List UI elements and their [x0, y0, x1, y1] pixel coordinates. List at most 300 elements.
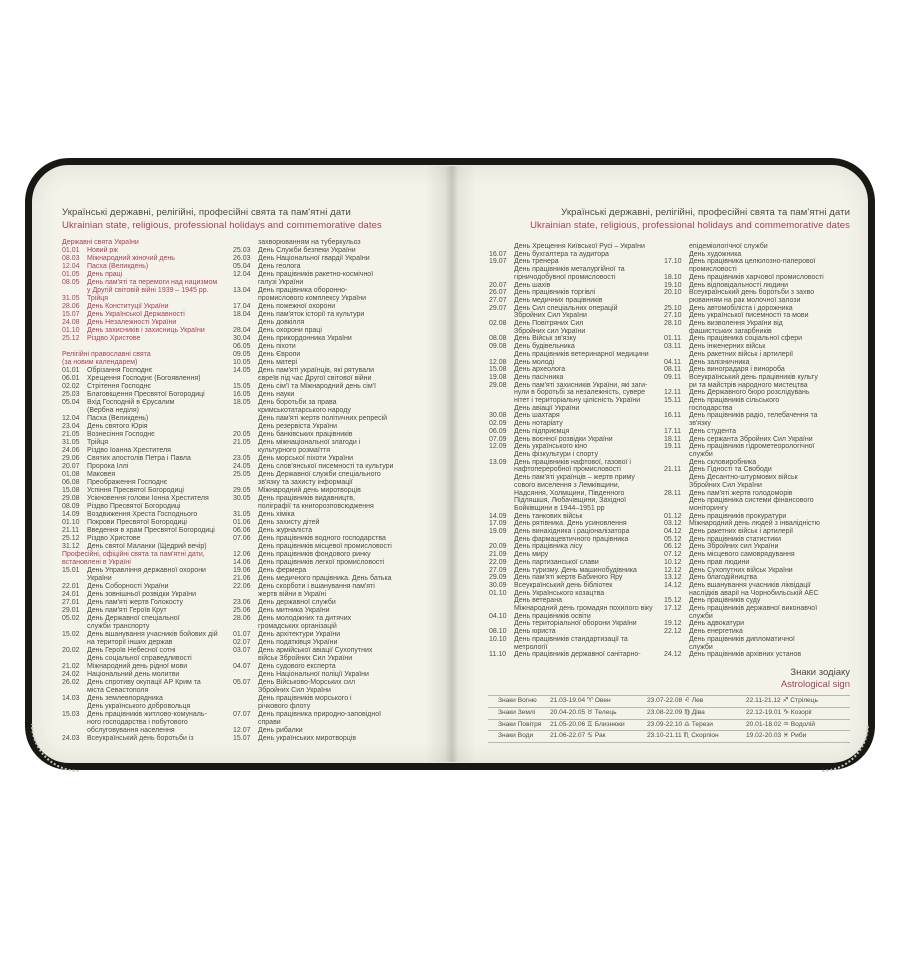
- holiday-text: День працівників суду: [689, 597, 761, 605]
- holiday-entry: [62, 271, 234, 279]
- zodiac-element-label: Знаки Повітря: [498, 720, 542, 728]
- holiday-entry: [233, 559, 447, 567]
- holiday-entry: [233, 247, 447, 255]
- holiday-text: День миру: [514, 551, 549, 559]
- holiday-text: День Української Державності: [87, 311, 185, 318]
- holiday-entry: [62, 335, 234, 343]
- holiday-entry: [233, 263, 447, 271]
- holiday-date: 20.05: [233, 431, 251, 438]
- holiday-text: День працівників торгівлі: [514, 289, 596, 297]
- holiday-date: 18.11: [664, 435, 681, 443]
- holiday-date: 06.05: [233, 343, 251, 350]
- holiday-text: День адвокатури: [689, 620, 745, 628]
- holiday-entry: [489, 305, 665, 320]
- holiday-date: 04.07: [233, 663, 251, 670]
- holiday-date: 05.07: [233, 679, 251, 686]
- holiday-entry: [489, 459, 665, 513]
- holiday-entry: [233, 679, 447, 711]
- holiday-date: 19.12: [664, 620, 682, 628]
- holiday-date: 19.06: [233, 567, 251, 574]
- holiday-entry: [664, 443, 852, 466]
- holiday-text: День вшанування учасників ліквідації наслідків аварії на Чорнобильській АЕС: [689, 581, 819, 597]
- holiday-entry: [62, 591, 234, 599]
- holiday-entry: [664, 428, 852, 436]
- holiday-date: 08.08: [489, 335, 507, 343]
- zodiac-sign-cell: 21.06-22.07 ♋ Рак: [550, 732, 606, 740]
- holiday-text: Новий рік: [87, 247, 118, 254]
- holiday-entry: [62, 615, 234, 631]
- holiday-text: День Соборності України: [87, 583, 169, 590]
- holiday-entry: [233, 567, 447, 575]
- holiday-text: День бухгалтера та аудитора: [514, 250, 609, 258]
- holiday-text: День науки: [258, 391, 295, 398]
- holiday-entry: [233, 391, 447, 399]
- holiday-text: День шахтаря: [514, 412, 560, 420]
- holiday-entry: [62, 647, 234, 663]
- holiday-entry: [489, 651, 665, 659]
- right-title-english: Ukrainian state, religious, professional holidays and commemorative dates: [530, 220, 850, 231]
- holiday-entry: [489, 574, 665, 582]
- holiday-text: День залізничника: [689, 358, 750, 366]
- holiday-text: Міжнародний жіночий день: [87, 255, 175, 262]
- holiday-date: 30.08: [489, 412, 507, 420]
- holiday-text: День тренера День працівників металургійної та гірничодобувної промисловості: [514, 258, 625, 281]
- holiday-text: Покрови Пресвятої Богородиці: [87, 519, 187, 526]
- holiday-date: 28.06: [62, 303, 80, 310]
- holiday-entry: [664, 289, 852, 304]
- holiday-date: 16.11: [664, 412, 681, 420]
- holiday-entry: [489, 590, 665, 613]
- holiday-date: 01.11: [664, 335, 681, 343]
- holiday-date: 15.01: [62, 567, 80, 574]
- holiday-entry: [233, 359, 447, 367]
- holiday-date: 12.04: [233, 271, 251, 278]
- holiday-date: 24.03: [62, 735, 80, 742]
- holiday-entry: [664, 366, 852, 374]
- holiday-entry: [62, 391, 234, 399]
- holiday-text: День геолога: [258, 263, 301, 270]
- holiday-entry: [62, 455, 234, 463]
- zodiac-element-label: Знаки Землі: [498, 708, 536, 716]
- holiday-text: Пасха (Великдень): [87, 415, 149, 422]
- holiday-date: 25.05: [233, 471, 251, 478]
- holiday-text: День судового експерта День Національної поліції України: [258, 663, 369, 678]
- holiday-date: 19.10: [664, 281, 682, 289]
- holiday-date: 21.09: [489, 551, 507, 559]
- holiday-entry: [233, 631, 447, 639]
- holiday-date: 22.06: [233, 583, 251, 590]
- holiday-entry: [233, 551, 447, 559]
- holiday-entry: [233, 583, 447, 599]
- holiday-text: День автомобіліста і дорожника: [689, 304, 793, 312]
- holiday-entry: [664, 605, 852, 620]
- holiday-text: День винахідника і раціоналізатора День фармацевтичного працівника: [514, 528, 630, 543]
- holiday-date: 01.08: [62, 471, 80, 478]
- holiday-date: 29.08: [62, 495, 80, 502]
- holiday-entry: [233, 255, 447, 263]
- holiday-text: Всеукраїнський день боротьби із: [87, 735, 194, 742]
- holiday-text: епідеміологічної служби День художника: [689, 243, 768, 258]
- holiday-date: 26.02: [62, 679, 80, 686]
- holiday-text: Трійця: [87, 295, 109, 302]
- holiday-entry: [489, 251, 665, 259]
- holiday-date: 19.09: [489, 528, 507, 536]
- holiday-text: День Повітряних Сил Збройних сил України: [514, 320, 586, 335]
- holiday-entry: [664, 628, 852, 651]
- holiday-text: День пам'яті жертв голодоморів День працівника системи фінансового моніторингу: [689, 489, 814, 512]
- holiday-date: 19.11: [664, 443, 681, 451]
- holiday-date: 21.06: [233, 575, 251, 582]
- holiday-date: 19.08: [489, 373, 507, 381]
- holiday-date: 12.04: [62, 415, 80, 422]
- holiday-text: День Сил спеціальних операцій Збройних Сил України: [514, 304, 618, 320]
- zodiac-row: [488, 695, 850, 707]
- holiday-date: 21.02: [62, 663, 80, 670]
- holiday-text: День медичних працівників: [514, 296, 603, 304]
- holiday-date: 21.05: [233, 439, 251, 446]
- holiday-text: День працівників стандартизації та метрології: [514, 635, 628, 651]
- holiday-text: День працівника лісу: [514, 543, 583, 551]
- holiday-entry: [489, 528, 665, 543]
- right-page-column-2: [664, 243, 852, 659]
- holiday-text: День українських миротворців: [258, 735, 357, 742]
- holiday-entry: [62, 399, 234, 415]
- holiday-entry: [62, 671, 234, 679]
- holiday-entry: [664, 312, 852, 320]
- holiday-text: День працівників ракетно-космічної галузі України: [258, 271, 374, 286]
- holiday-text: День святого Юрія: [87, 423, 148, 430]
- holiday-text: День рибалки: [258, 727, 303, 734]
- holiday-date: 30.04: [233, 335, 251, 342]
- holiday-text: День працівників фондового ринку: [258, 551, 371, 558]
- holiday-text: День працівників державної санітарно-: [514, 651, 641, 659]
- holiday-entry: [62, 495, 234, 503]
- holiday-date: 03.12: [664, 520, 682, 528]
- holiday-entry: [664, 258, 852, 273]
- holiday-date: 21.11: [62, 527, 79, 534]
- holiday-text: День Служби безпеки України: [258, 247, 356, 254]
- zodiac-sign-cell: 19.02-20.03 ♓ Риби: [746, 732, 807, 740]
- holiday-date: 08.11: [664, 366, 681, 374]
- holiday-text: День сім'ї та Міжнародний день сім'ї: [258, 383, 376, 390]
- holiday-text: Національний день молитви: [87, 671, 180, 678]
- holiday-date: 14.06: [233, 559, 251, 566]
- holiday-entry: [489, 628, 665, 636]
- holiday-date: 29.08: [489, 381, 507, 389]
- holiday-entry: [664, 274, 852, 282]
- holiday-entry: [664, 243, 852, 258]
- holiday-date: 17.11: [664, 427, 681, 435]
- holiday-date: 14.05: [233, 367, 251, 374]
- holiday-text: День студента: [689, 427, 737, 435]
- left-page-column-2: [233, 239, 447, 743]
- holiday-entry: [62, 447, 234, 455]
- holiday-date: 20.10: [664, 289, 682, 297]
- holiday-entry: [233, 495, 447, 511]
- holiday-text: День пам'яті жертв Бабиного Яру: [514, 574, 623, 582]
- holiday-date: 01.01: [62, 367, 80, 374]
- holiday-entry: [62, 631, 234, 647]
- holiday-date: 06.06: [233, 527, 251, 534]
- holiday-entry: [233, 607, 447, 615]
- holiday-text: День воєнної розвідки України: [514, 435, 613, 443]
- holiday-entry: [489, 613, 665, 628]
- holiday-text: День пам'яті Героїв Крут: [87, 607, 167, 614]
- holiday-entry: [62, 735, 234, 743]
- holiday-text: День нотаріату: [514, 420, 563, 428]
- holiday-entry: [664, 389, 852, 397]
- holiday-date: 16.07: [489, 250, 507, 258]
- holiday-entry: [62, 383, 234, 391]
- holiday-text: День землевпорядника День українського добровольця: [87, 695, 191, 710]
- holiday-entry: [489, 551, 665, 559]
- holiday-date: 25.12: [62, 535, 80, 542]
- holiday-text: Всеукраїнський день боротьби з захво рюванням на рак молочної залози: [689, 289, 815, 304]
- holiday-entry: [233, 455, 447, 463]
- holiday-date: 29.01: [62, 607, 80, 614]
- holiday-text: День Державної спеціальної служби транспорту: [87, 615, 180, 630]
- holiday-text: День працівників сільського господарства: [689, 397, 780, 412]
- holiday-date: 02.02: [62, 383, 80, 390]
- holiday-text: Стрітення Господнє: [87, 383, 151, 390]
- holiday-text: День матері: [258, 359, 298, 366]
- holiday-entry: [664, 335, 852, 343]
- holiday-text: Міжнародний день людей з інвалідністю: [689, 520, 820, 528]
- holiday-date: 07.12: [664, 551, 682, 559]
- holiday-date: 27.07: [489, 296, 507, 304]
- holiday-date: 15.08: [62, 487, 80, 494]
- holiday-entry: [233, 439, 447, 455]
- zodiac-row: [488, 719, 850, 731]
- holiday-text: День Національної гвардії України: [258, 255, 370, 262]
- holiday-text: День Сухопутних військ України: [689, 566, 793, 574]
- holiday-entry: [62, 303, 234, 311]
- holiday-date: 07.09: [489, 435, 507, 443]
- holiday-entry: [233, 399, 447, 431]
- holiday-text: День Державної служби спеціального зв'язку та захисту інформації: [258, 471, 381, 486]
- holiday-text: День спротиву окупації АР Крим та міста Севастополя: [87, 679, 201, 694]
- holiday-date: 25.12: [62, 335, 80, 342]
- holiday-date: 22.12: [664, 628, 682, 636]
- zodiac-sign-cell: 20.01-18.02 ♒ Водолій: [746, 720, 816, 728]
- holiday-entry: [233, 463, 447, 471]
- holiday-entry: [62, 367, 234, 375]
- holiday-entry: [233, 511, 447, 519]
- holiday-date: 14.09: [62, 511, 80, 518]
- holiday-entry: [664, 343, 852, 358]
- holiday-date: 15.11: [664, 397, 681, 405]
- holiday-text: День працівників нафтової, газової і нафтопереробної промисловості День пам'яті українців – жертв приму сового виселення з Лемківщини, Надсяння, Холмщини, Південного Підляшшя, Любачівщини, Західної Бойківщини в 1944–1951 рр: [514, 458, 635, 512]
- holiday-entry: [62, 471, 234, 479]
- left-title-ukrainian: Українські державні, релігійні, професійні свята та пам'ятні дати: [62, 207, 351, 218]
- holiday-entry: [233, 575, 447, 583]
- holiday-text: Різдво Христове: [87, 535, 141, 542]
- holiday-date: 05.04: [62, 399, 80, 406]
- holiday-entry: [489, 420, 665, 428]
- holiday-text: Різдво Христове: [87, 335, 141, 342]
- holiday-text: Преображення Господнє: [87, 479, 168, 486]
- holiday-date: 03.07: [233, 647, 251, 654]
- right-page-column-1: [489, 243, 665, 659]
- zodiac-table: [488, 695, 850, 743]
- holiday-entry: [489, 582, 665, 590]
- holiday-text: День Хрещення Київської Русі – України: [514, 243, 645, 250]
- holiday-text: День Військово-Морських сил Збройних Сил України День працівників морського і річкового флоту: [258, 679, 356, 710]
- holiday-date: 01.10: [62, 327, 80, 334]
- holiday-entry: [664, 582, 852, 597]
- holiday-text: День української писемності та мови: [689, 312, 809, 320]
- holiday-date: 08.03: [62, 255, 80, 262]
- zodiac-section: [488, 667, 850, 743]
- holiday-entry: [62, 599, 234, 607]
- holiday-text: День Героїв Небесної сотні День соціальної справедливості: [87, 647, 192, 662]
- holiday-text: Пасха (Великдень): [87, 263, 149, 270]
- holiday-text: День боротьби за права кримськотатарського народу День пам'яті жертв політичних репресій День резервіста України: [258, 399, 388, 430]
- holiday-text: День працівників державної виконавчої служби: [689, 605, 818, 620]
- holiday-text: Пророка Іллі: [87, 463, 129, 470]
- holiday-entry: [233, 647, 447, 663]
- holiday-entry: [489, 335, 665, 343]
- holiday-date: 29.09: [489, 574, 507, 582]
- holiday-text: День інженерних військ День ракетних військ і артилерії: [689, 343, 794, 358]
- holiday-entry: [664, 574, 852, 582]
- holiday-text: День працівників видавництв, поліграфії та книгорозповсюдження: [258, 495, 374, 510]
- holiday-entry: [62, 535, 234, 543]
- zodiac-sign-cell: 21.05-20.06 ♊ Близнюки: [550, 720, 625, 728]
- holiday-entry: [62, 327, 234, 335]
- holiday-entry: [664, 412, 852, 427]
- holiday-date: 28.06: [233, 615, 251, 622]
- holiday-entry: [62, 439, 234, 447]
- holiday-text: День працівників статистики: [689, 535, 782, 543]
- holiday-date: 26.07: [489, 289, 507, 297]
- holiday-text: День працівника природно-заповідної справи: [258, 711, 382, 726]
- holiday-date: 08.05: [62, 279, 80, 286]
- holiday-text: Успіння Пресвятої Богородиці: [87, 487, 184, 494]
- holiday-text: День Гідності та Свободи День Десантно-штурмових військ Збройних Сил України: [689, 466, 798, 489]
- holiday-text: День танкових військ: [514, 512, 583, 520]
- holiday-text: Маковея: [87, 471, 116, 478]
- holiday-text: Всеукраїнський день бібліотек: [514, 581, 613, 589]
- holiday-entry: [233, 599, 447, 607]
- holiday-date: 01.05: [62, 271, 80, 278]
- holiday-text: День святої Маланки (Щедрий вечір): [87, 543, 207, 550]
- holiday-entry: [489, 297, 665, 305]
- holiday-text: День працівників освіти День територіальної оборони України: [514, 612, 637, 628]
- holiday-text: День місцевого самоврядування: [689, 551, 795, 559]
- holiday-entry: [62, 247, 234, 255]
- holiday-text: День визволення України від фашистських загарбників: [689, 320, 783, 335]
- holiday-date: 13.12: [664, 574, 682, 582]
- holiday-entry: [489, 636, 665, 651]
- holiday-date: 22.01: [62, 583, 80, 590]
- holiday-date: 29.06: [62, 455, 80, 462]
- holiday-entry: [62, 423, 234, 431]
- holiday-text: День партизанської слави: [514, 558, 599, 566]
- holiday-date: 05.04: [233, 263, 251, 270]
- holiday-text: Різдво Пресвятої Богородиці: [87, 503, 181, 510]
- holiday-entry: [233, 519, 447, 527]
- holiday-text: Хрещення Господнє (Богоявлення): [87, 375, 201, 382]
- holiday-text: День пам'яті захисників України, які заги- нули в боротьбі за незалежність, сувере нітет і територіальну цілісність України День авіації України: [514, 381, 648, 412]
- holiday-date: 13.09: [489, 458, 507, 466]
- holiday-date: 31.05: [62, 295, 80, 302]
- section-header: Державні свята України: [62, 239, 139, 246]
- holiday-date: 25.10: [664, 304, 682, 312]
- holiday-date: 28.11: [664, 489, 681, 497]
- holiday-text: День армійської авіації Сухопутних військ Збройних Сил України: [258, 647, 373, 662]
- holiday-entry: [664, 520, 852, 528]
- holiday-date: 30.05: [233, 495, 251, 502]
- holiday-date: 05.12: [664, 535, 682, 543]
- holiday-date: 24.08: [62, 319, 80, 326]
- holiday-date: 06.12: [664, 543, 682, 551]
- holiday-date: 09.08: [489, 343, 507, 351]
- holiday-text: День прикордонника України: [258, 335, 352, 342]
- holiday-date: 14.09: [489, 512, 507, 520]
- holiday-date: 24.01: [62, 591, 80, 598]
- holiday-text: День скорботи і вшанування пам'яті жертв війни в Україні: [258, 583, 375, 598]
- left-page-title: [62, 206, 382, 232]
- holiday-entry: [233, 343, 447, 351]
- holiday-entry: [62, 711, 234, 735]
- holiday-date: 28.10: [664, 320, 682, 328]
- holiday-entry: [62, 503, 234, 511]
- holiday-date: 29.05: [233, 487, 251, 494]
- holiday-entry: [489, 258, 665, 281]
- holiday-date: 15.05: [233, 383, 251, 390]
- holiday-text: Введення в храм Пресвятої Богородиці: [87, 527, 215, 534]
- holiday-date: 02.07: [233, 639, 251, 646]
- holiday-text: День Українського козацтва День ветерана Міжнародний день громадян похилого віку: [514, 589, 653, 613]
- holiday-entry: [62, 679, 234, 695]
- holiday-date: 25.03: [62, 391, 80, 398]
- holiday-date: 17.12: [664, 605, 682, 613]
- holiday-entry: [62, 415, 234, 423]
- holiday-date: 19.07: [489, 258, 507, 266]
- holiday-text: захворюванням на туберкульоз: [258, 239, 361, 246]
- holiday-entry: [62, 487, 234, 495]
- holiday-text: День українського кіно День фізкультури і спорту: [514, 443, 598, 458]
- holiday-text: День пам'яті українців, які рятували євреїв під час Другої світової війни: [258, 367, 375, 382]
- holiday-date: 31.05: [233, 511, 251, 518]
- holiday-text: День працівників харчової промисловості: [689, 273, 824, 281]
- holiday-text: День працівників гідрометеорологічної служби День скловиробника: [689, 443, 815, 466]
- holiday-date: 04.11: [664, 358, 681, 366]
- holiday-text: День Незалежності України: [87, 319, 177, 326]
- holiday-date: 04.10: [489, 612, 507, 620]
- holiday-text: День працівника целюлозно-паперової промисловості: [689, 258, 816, 274]
- holiday-entry: [664, 551, 852, 559]
- holiday-entry: [233, 727, 447, 735]
- holiday-text: Святих апостолів Петра і Павла: [87, 455, 191, 462]
- holiday-text: День сержанта Збройних Сил України: [689, 435, 813, 443]
- holiday-date: 14.12: [664, 581, 682, 589]
- holiday-date: 12.11: [664, 389, 681, 397]
- holiday-text: Вознесіння Господнє: [87, 431, 155, 438]
- holiday-date: 21.11: [664, 466, 681, 474]
- holiday-date: 18.04: [233, 311, 251, 318]
- holiday-date: 21.05: [62, 431, 80, 438]
- holiday-date: 28.04: [233, 327, 251, 334]
- holiday-text: День піхоти: [258, 343, 296, 350]
- holiday-entry: [664, 651, 852, 659]
- holiday-entry: [62, 479, 234, 487]
- holiday-date: 17.10: [664, 258, 682, 266]
- holiday-entry: [489, 289, 665, 297]
- section-header: Професійні, офіційні свята та пам'ятні дати, встановлені в Україні: [62, 551, 205, 566]
- holiday-text: День пасічника: [514, 373, 564, 381]
